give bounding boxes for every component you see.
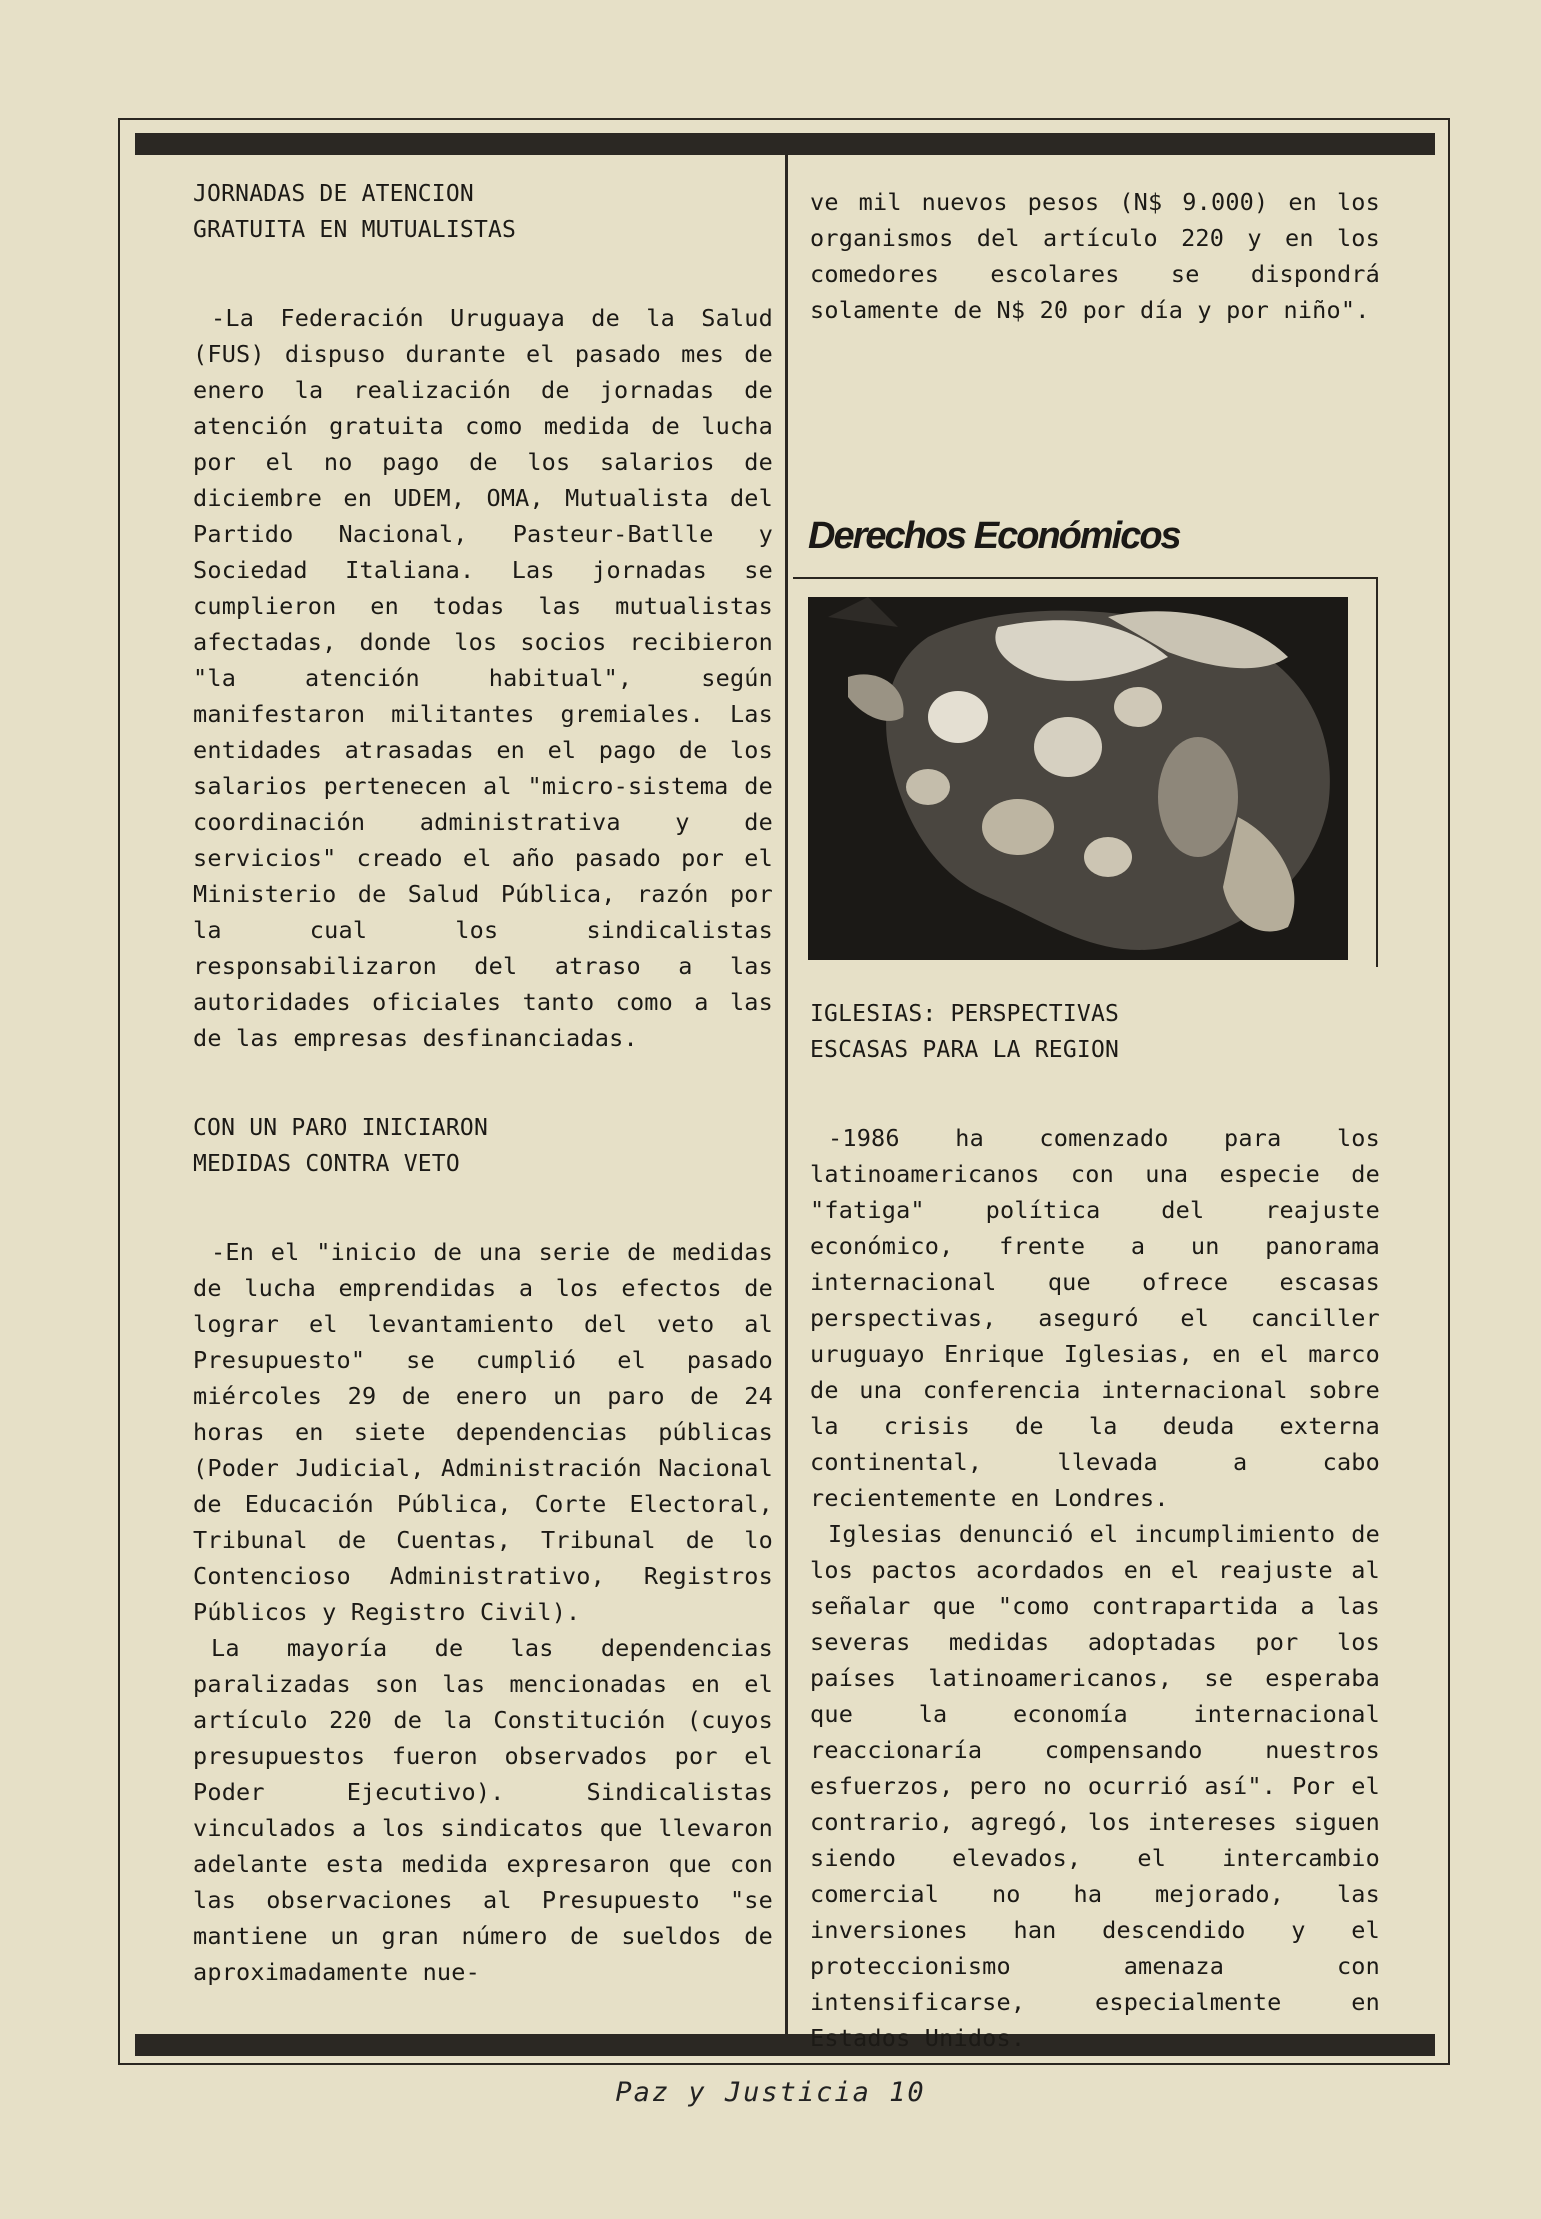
article-heading-line: MEDIDAS CONTRA VETO bbox=[193, 1151, 460, 1177]
news-photo bbox=[808, 597, 1348, 960]
article-body: Iglesias denunció el incumplimiento de los pactos acordados en el reajuste al señalar que "como contrapartida a las severas medidas adoptadas por los países latinoamericanos, se esperaba que la economía internacional reaccionaría compensando nuestros esfuerzos, pero no ocurrió así". Por el contrario, agregó, los intereses siguen siendo elevados, el intercambio comercial no ha mejorado, las inversiones han descendido y el proteccionismo amenaza con intensificarse, especialmente en Estados Unidos. bbox=[810, 1520, 1380, 2052]
article-body: La mayoría de las dependencias paralizadas son las mencionadas en el artículo 220 de la Constitución (cuyos presupuestos fueron observados por el Poder Ejecutivo). Sindicalistas vinculados a los sindicatos que llevaron adelante esta medida expresaron que con las observaciones al Presupuesto "se mantiene un gran número de sueldos de aproximadamente nue- bbox=[193, 1634, 773, 1986]
article-heading-line: CON UN PARO INICIARON bbox=[193, 1115, 488, 1141]
article-body: -1986 ha comenzado para los latinoamericanos con una especie de "fatiga" política del reajuste económico, frente a un panorama internacional que ofrece escasas perspectivas, aseguró el canciller uruguayo Enrique Iglesias, en el marco de una conferencia internacional sobre la crisis de la deuda externa continental, llevada a cabo recientemente en Londres. bbox=[810, 1124, 1380, 1512]
article-heading-line: GRATUITA EN MUTUALISTAS bbox=[193, 217, 517, 243]
photo-image bbox=[808, 597, 1348, 960]
article-heading-line: ESCASAS PARA LA REGION bbox=[810, 1037, 1120, 1063]
article-body: -La Federación Uruguaya de la Salud (FUS) dispuso durante el pasado mes de enero la realización de jornadas de atención gratuita como medida de lucha por el no pago de los salarios de diciembre en UDEM, OMA, Mutualista del Partido Nacional, Pasteur-Batlle y Sociedad Italiana. Las jornadas se cumplieron en todas las mutualistas afectadas, donde los socios recibieron "la atención habitual", según manifestaron militantes gremiales. Las entidades atrasadas en el pago de los salarios pertenecen al "micro-sistema de coordinación administrativa y de servicios" creado el año pasado por el Ministerio de Salud Pública, razón por la cual los sindicalistas responsabilizaron del atraso a las autoridades oficiales tanto como a las de las empresas desfinanciadas. bbox=[193, 304, 773, 1052]
page-footer: Paz y Justicia 10 bbox=[615, 2077, 926, 2108]
article-mutualistas bbox=[193, 176, 773, 1056]
column-divider bbox=[785, 155, 788, 2035]
article-body: -En el "inicio de una serie de medidas de lucha emprendidas a los efectos de lograr el levantamiento del veto al Presupuesto" se cumplió el pasado miércoles 29 de enero un paro de 24 horas en siete dependencias públicas (Poder Judicial, Administración Nacional de Educación Pública, Corte Electoral, Tribunal de Cuentas, Tribunal de lo Contencioso Administrativo, Registros Públicos y Registro Civil). bbox=[193, 1238, 773, 1626]
right-column-continuation bbox=[810, 184, 1380, 328]
right-column-article bbox=[810, 996, 1380, 2056]
article-body-continuation: ve mil nuevos pesos (N$ 9.000) en los organismos del artículo 220 y en los comedores escolares se dispondrá solamente de N$ 20 por día y por niño". bbox=[810, 188, 1380, 324]
article-paro-veto bbox=[193, 1110, 773, 1990]
left-column bbox=[193, 176, 773, 1990]
article-heading-line: IGLESIAS: PERSPECTIVAS bbox=[810, 1001, 1120, 1027]
article-heading-line: JORNADAS DE ATENCION bbox=[193, 181, 474, 207]
top-rule-bar bbox=[135, 133, 1435, 155]
section-title: Derechos Económicos bbox=[808, 515, 1180, 557]
